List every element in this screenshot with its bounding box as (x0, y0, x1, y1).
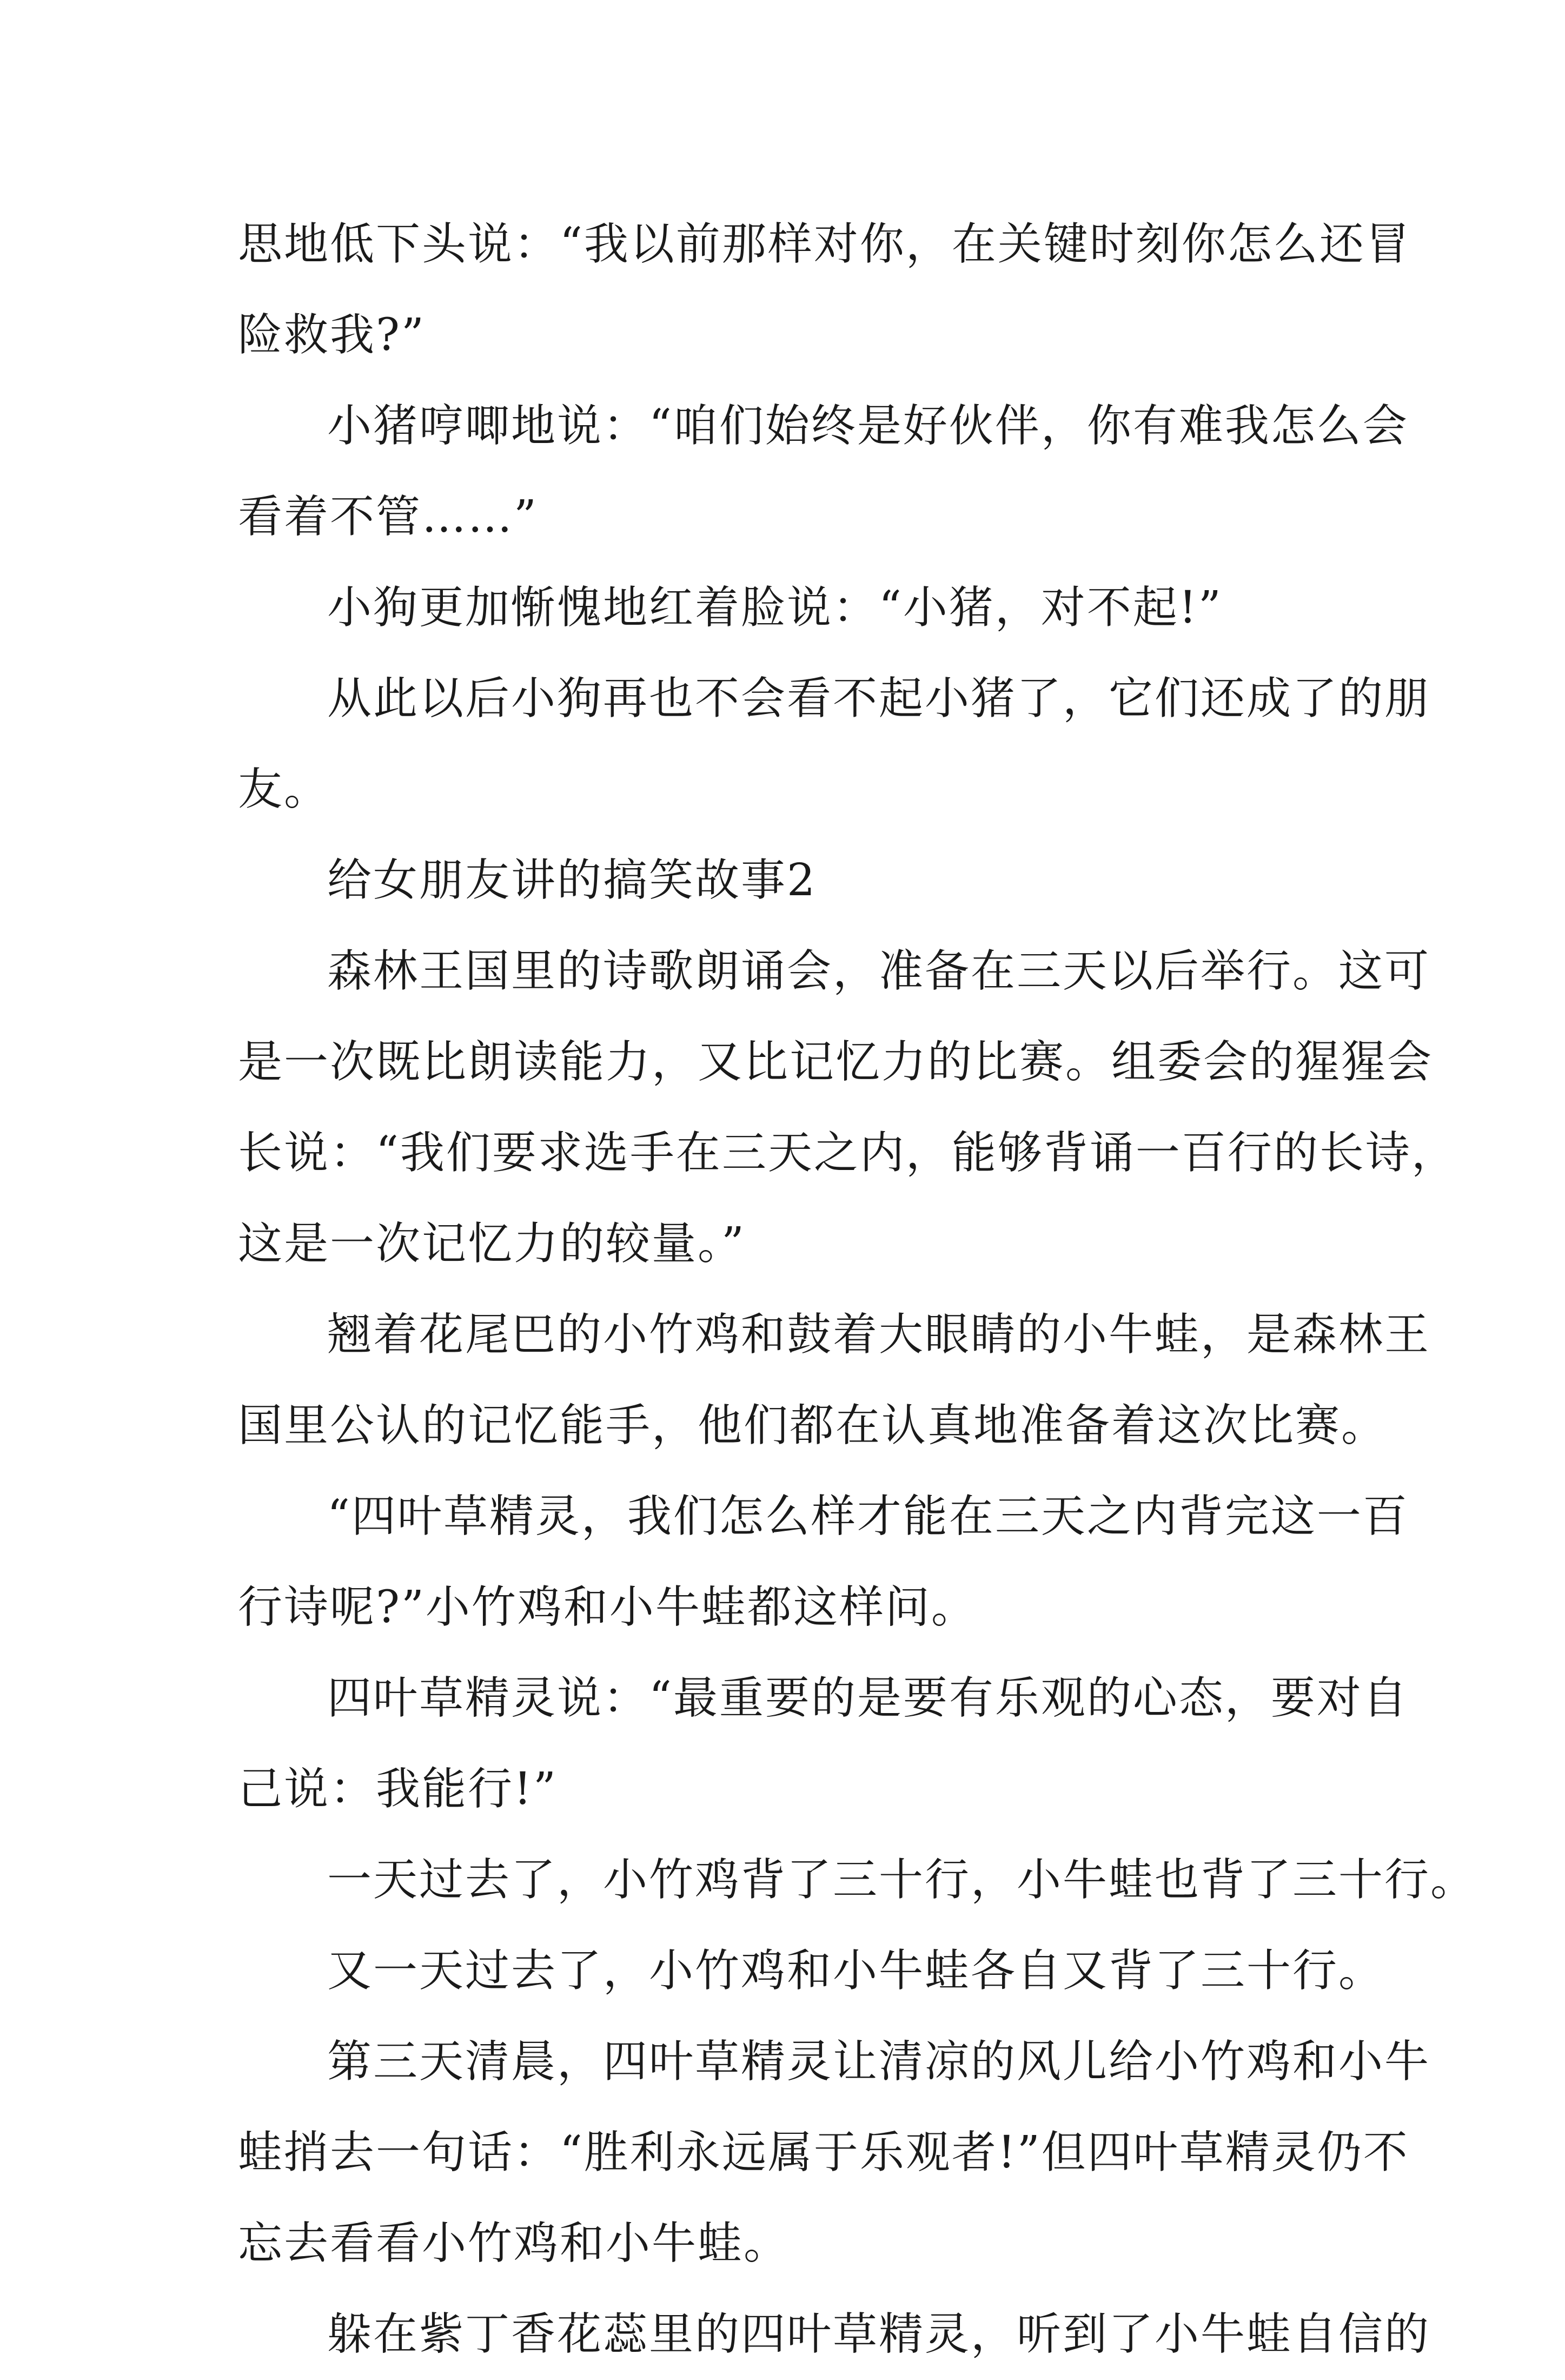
text-line: 看着不管……” (238, 491, 538, 543)
text-line: 险救我?” (238, 309, 426, 361)
text-line: “四叶草精灵，我们怎么样才能在三天之内背完这一百 (327, 1491, 1409, 1542)
text-line: 小猪哼唧地说：“咱们始终是好伙伴，你有难我怎么会 (327, 400, 1409, 452)
text-line: 四叶草精灵说：“最重要的是要有乐观的心态，要对自 (327, 1672, 1409, 1724)
text-line: 翘着花尾巴的小竹鸡和鼓着大眼睛的小牛蛙，是森林王 (327, 1309, 1431, 1360)
text-line: 第三天清晨，四叶草精灵让清凉的风儿给小竹鸡和小牛 (327, 2036, 1431, 2087)
text-line: 是一次既比朗读能力，又比记忆力的比赛。组委会的猩猩会 (238, 1036, 1434, 1088)
text-line: 友。 (238, 764, 330, 815)
text-line: 忘去看看小竹鸡和小牛蛙。 (238, 2218, 790, 2269)
text-line: 躲在紫丁香花蕊里的四叶草精灵，听到了小牛蛙自信的 (327, 2309, 1431, 2360)
text-line: 这是一次记忆力的较量。” (238, 1218, 746, 1270)
text-line: 蛙捎去一句话：“胜利永远属于乐观者!”但四叶草精灵仍不 (238, 2127, 1409, 2178)
section-heading: 给女朋友讲的搞笑故事2 (327, 855, 817, 906)
story-text (238, 199, 1477, 2380)
text-line: 森林王国里的诗歌朗诵会，准备在三天以后举行。这可 (327, 946, 1431, 997)
text-line: 己说：我能行!” (238, 1763, 558, 1815)
text-line: 思地低下头说：“我以前那样对你，在关键时刻你怎么还冒 (238, 219, 1411, 270)
text-line: 小狗更加惭愧地红着脸说：“小猪，对不起!” (327, 582, 1223, 633)
text-line: 长说：“我们要求选手在三天之内，能够背诵一百行的长诗， (238, 1127, 1457, 1179)
text-line: 从此以后小狗再也不会看不起小猪了，它们还成了的朋 (327, 673, 1431, 724)
text-line: 国里公认的记忆能手，他们都在认真地准备着这次比赛。 (238, 1400, 1388, 1451)
text-line: 又一天过去了，小竹鸡和小牛蛙各自又背了三十行。 (327, 1945, 1385, 1996)
text-line: 一天过去了，小竹鸡背了三十行，小牛蛙也背了三十行。 (327, 1854, 1477, 1906)
text-line: 行诗呢?”小竹鸡和小牛蛙都这样问。 (238, 1582, 977, 1633)
